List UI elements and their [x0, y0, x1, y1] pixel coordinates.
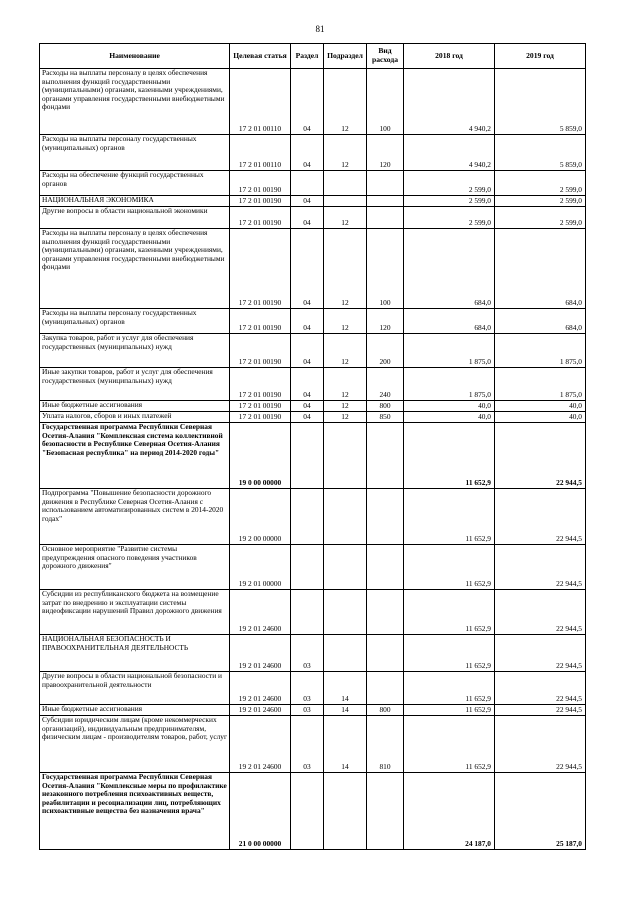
row-subsection: 12	[324, 401, 367, 412]
table-row	[40, 545, 586, 590]
row-subsection: 12	[324, 368, 367, 401]
row-name: Уплата налогов, сборов и иных платежей	[40, 412, 230, 423]
table-row	[40, 368, 586, 401]
row-subsection: 12	[324, 309, 367, 334]
row-subsection	[324, 171, 367, 196]
row-name: Подпрограмма "Повышение безопасности дорожного движения в Республике Северная Осетия-Алания с использованием автоматизированных систем в 2014-2020 годах"	[40, 489, 230, 545]
row-article: 19 2 01 24600	[230, 716, 291, 773]
row-value-2018: 1 875,0	[404, 368, 495, 401]
row-expense-type: 120	[367, 135, 404, 171]
row-value-2019: 2 599,0	[495, 196, 586, 207]
row-article: 17 2 01 00110	[230, 135, 291, 171]
row-name: Расходы на выплаты персоналу государственных (муниципальных) органов	[40, 135, 230, 171]
row-section: 04	[291, 368, 324, 401]
row-expense-type	[367, 489, 404, 545]
row-subsection	[324, 423, 367, 489]
row-name: НАЦИОНАЛЬНАЯ БЕЗОПАСНОСТЬ И ПРАВООХРАНИТЕЛЬНАЯ ДЕЯТЕЛЬНОСТЬ	[40, 635, 230, 672]
row-name: Основное мероприятие "Развитие системы предупреждения опасного поведения участников дорожного движения"	[40, 545, 230, 590]
row-article: 19 0 00 00000	[230, 423, 291, 489]
row-expense-type	[367, 171, 404, 196]
row-value-2018: 2 599,0	[404, 196, 495, 207]
row-section: 04	[291, 401, 324, 412]
row-expense-type	[367, 635, 404, 672]
row-expense-type: 800	[367, 705, 404, 716]
table-row	[40, 171, 586, 196]
row-value-2018: 11 652,9	[404, 705, 495, 716]
row-expense-type	[367, 773, 404, 850]
header-subsection: Подраздел	[324, 44, 367, 69]
row-subsection: 14	[324, 716, 367, 773]
table-row	[40, 69, 586, 135]
row-name: НАЦИОНАЛЬНАЯ ЭКОНОМИКА	[40, 196, 230, 207]
row-subsection: 14	[324, 672, 367, 705]
row-expense-type	[367, 207, 404, 229]
table-row	[40, 716, 586, 773]
header-name: Наименование	[40, 44, 230, 69]
row-value-2019: 25 187,0	[495, 773, 586, 850]
table-row	[40, 635, 586, 672]
row-value-2019: 22 944,5	[495, 590, 586, 635]
row-name: Расходы на выплаты персоналу в целях обеспечения выполнения функций государственными (муниципальными) органами, казенными учреждениями, органами управления государственными внебюджетными фондами	[40, 229, 230, 309]
row-expense-type: 200	[367, 334, 404, 368]
row-article: 17 2 01 00110	[230, 69, 291, 135]
row-value-2019: 684,0	[495, 309, 586, 334]
row-value-2018: 1 875,0	[404, 334, 495, 368]
row-value-2018: 11 652,9	[404, 590, 495, 635]
row-section: 03	[291, 705, 324, 716]
row-value-2019: 22 944,5	[495, 672, 586, 705]
row-value-2019: 22 944,5	[495, 545, 586, 590]
row-name: Субсидии юридическим лицам (кроме некоммерческих организаций), индивидуальным предпринимателям, физическим лицам - производителям товаров, работ, услуг	[40, 716, 230, 773]
header-section: Раздел	[291, 44, 324, 69]
row-value-2018: 11 652,9	[404, 672, 495, 705]
row-section: 03	[291, 672, 324, 705]
row-value-2018: 11 652,9	[404, 635, 495, 672]
header-2018: 2018 год	[404, 44, 495, 69]
row-value-2019: 22 944,5	[495, 423, 586, 489]
row-expense-type	[367, 423, 404, 489]
row-article: 19 2 01 24600	[230, 590, 291, 635]
row-name: Другие вопросы в области национальной экономики	[40, 207, 230, 229]
row-name: Расходы на выплаты персоналу в целях обеспечения выполнения функций государственными (муниципальными) органами, казенными учреждениями, органами управления государственными внебюджетными фондами	[40, 69, 230, 135]
row-expense-type: 120	[367, 309, 404, 334]
row-name: Субсидии из республиканского бюджета на возмещение затрат по внедрению и эксплуатации системы видеофиксации нарушений Правил дорожного движения	[40, 590, 230, 635]
row-value-2018: 4 940,2	[404, 69, 495, 135]
row-article: 17 2 01 00190	[230, 229, 291, 309]
row-section: 03	[291, 635, 324, 672]
row-value-2018: 684,0	[404, 309, 495, 334]
row-value-2019: 22 944,5	[495, 716, 586, 773]
row-section: 04	[291, 135, 324, 171]
row-article: 19 2 01 00000	[230, 545, 291, 590]
row-subsection: 12	[324, 334, 367, 368]
row-value-2019: 684,0	[495, 229, 586, 309]
row-value-2018: 11 652,9	[404, 716, 495, 773]
row-expense-type: 240	[367, 368, 404, 401]
table-row	[40, 401, 586, 412]
row-article: 17 2 01 00190	[230, 412, 291, 423]
row-section	[291, 545, 324, 590]
row-subsection: 12	[324, 135, 367, 171]
row-subsection: 14	[324, 705, 367, 716]
row-article: 17 2 01 00190	[230, 368, 291, 401]
row-section	[291, 171, 324, 196]
row-section	[291, 590, 324, 635]
row-article: 17 2 01 00190	[230, 171, 291, 196]
row-section: 04	[291, 196, 324, 207]
row-value-2019: 5 859,0	[495, 69, 586, 135]
header-expense-type: Вид расхода	[367, 44, 404, 69]
row-article: 17 2 01 00190	[230, 334, 291, 368]
row-value-2018: 11 652,9	[404, 489, 495, 545]
row-subsection	[324, 196, 367, 207]
table-row	[40, 207, 586, 229]
row-value-2018: 684,0	[404, 229, 495, 309]
row-value-2018: 24 187,0	[404, 773, 495, 850]
row-section: 03	[291, 716, 324, 773]
row-section: 04	[291, 309, 324, 334]
table-row	[40, 773, 586, 850]
row-name: Расходы на обеспечение функций государственных органов	[40, 171, 230, 196]
row-name: Иные закупки товаров, работ и услуг для обеспечения государственных (муниципальных) нужд	[40, 368, 230, 401]
row-value-2019: 22 944,5	[495, 489, 586, 545]
row-expense-type: 850	[367, 412, 404, 423]
row-value-2019: 22 944,5	[495, 635, 586, 672]
row-expense-type	[367, 672, 404, 705]
row-value-2019: 1 875,0	[495, 368, 586, 401]
row-name: Государственная программа Республики Северная Осетия-Алания "Комплексная система коллективной безопасности в Республике Северная Осетия-Алания "Безопасная республика" на период 2014-2020 годы"	[40, 423, 230, 489]
table-row	[40, 672, 586, 705]
row-value-2019: 1 875,0	[495, 334, 586, 368]
row-article: 19 2 01 24600	[230, 635, 291, 672]
row-article: 19 2 01 24600	[230, 705, 291, 716]
budget-table	[39, 43, 586, 850]
row-article: 19 2 01 24600	[230, 672, 291, 705]
row-subsection	[324, 635, 367, 672]
table-row	[40, 705, 586, 716]
row-subsection: 12	[324, 412, 367, 423]
row-subsection	[324, 773, 367, 850]
header-2019: 2019 год	[495, 44, 586, 69]
row-section: 04	[291, 69, 324, 135]
table-row	[40, 412, 586, 423]
table-row	[40, 309, 586, 334]
table-row	[40, 135, 586, 171]
row-article: 17 2 01 00190	[230, 207, 291, 229]
row-expense-type: 100	[367, 69, 404, 135]
row-value-2018: 2 599,0	[404, 171, 495, 196]
row-expense-type: 810	[367, 716, 404, 773]
row-expense-type	[367, 590, 404, 635]
row-value-2018: 11 652,9	[404, 545, 495, 590]
row-article: 21 0 00 00000	[230, 773, 291, 850]
row-value-2018: 4 940,2	[404, 135, 495, 171]
row-value-2019: 5 859,0	[495, 135, 586, 171]
row-expense-type: 100	[367, 229, 404, 309]
table-row	[40, 489, 586, 545]
table-body	[40, 69, 586, 850]
row-value-2018: 11 652,9	[404, 423, 495, 489]
row-expense-type	[367, 545, 404, 590]
row-section: 04	[291, 412, 324, 423]
row-article: 17 2 01 00190	[230, 309, 291, 334]
header-article: Целевая статья	[230, 44, 291, 69]
table-row	[40, 229, 586, 309]
table-row	[40, 334, 586, 368]
row-expense-type: 800	[367, 401, 404, 412]
row-section: 04	[291, 207, 324, 229]
table-row	[40, 423, 586, 489]
row-value-2018: 2 599,0	[404, 207, 495, 229]
row-value-2018: 40,0	[404, 401, 495, 412]
row-name: Закупка товаров, работ и услуг для обеспечения государственных (муниципальных) нужд	[40, 334, 230, 368]
row-name: Иные бюджетные ассигнования	[40, 401, 230, 412]
row-section	[291, 773, 324, 850]
row-name: Другие вопросы в области национальной безопасности и правоохранительной деятельности	[40, 672, 230, 705]
table-row	[40, 196, 586, 207]
page-number: 81	[315, 24, 325, 34]
row-value-2019: 22 944,5	[495, 705, 586, 716]
row-name: Государственная программа Республики Северная Осетия-Алания "Комплексные меры по профилактике незаконного потребления психоактивных веществ, реабилитации и ресоциализации лиц, потребляющих психоактивные вещества без назначения врача"	[40, 773, 230, 850]
row-section: 04	[291, 334, 324, 368]
row-article: 17 2 01 00190	[230, 196, 291, 207]
table-header-row	[40, 44, 586, 69]
row-value-2019: 2 599,0	[495, 207, 586, 229]
row-section	[291, 423, 324, 489]
table-row	[40, 590, 586, 635]
row-value-2019: 40,0	[495, 401, 586, 412]
row-subsection	[324, 545, 367, 590]
row-subsection	[324, 590, 367, 635]
row-name: Иные бюджетные ассигнования	[40, 705, 230, 716]
row-value-2018: 40,0	[404, 412, 495, 423]
row-section: 04	[291, 229, 324, 309]
row-value-2019: 2 599,0	[495, 171, 586, 196]
row-subsection	[324, 489, 367, 545]
row-subsection: 12	[324, 69, 367, 135]
row-subsection: 12	[324, 229, 367, 309]
row-name: Расходы на выплаты персоналу государственных (муниципальных) органов	[40, 309, 230, 334]
row-article: 19 2 00 00000	[230, 489, 291, 545]
row-value-2019: 40,0	[495, 412, 586, 423]
row-subsection: 12	[324, 207, 367, 229]
row-expense-type	[367, 196, 404, 207]
row-article: 17 2 01 00190	[230, 401, 291, 412]
row-section	[291, 489, 324, 545]
